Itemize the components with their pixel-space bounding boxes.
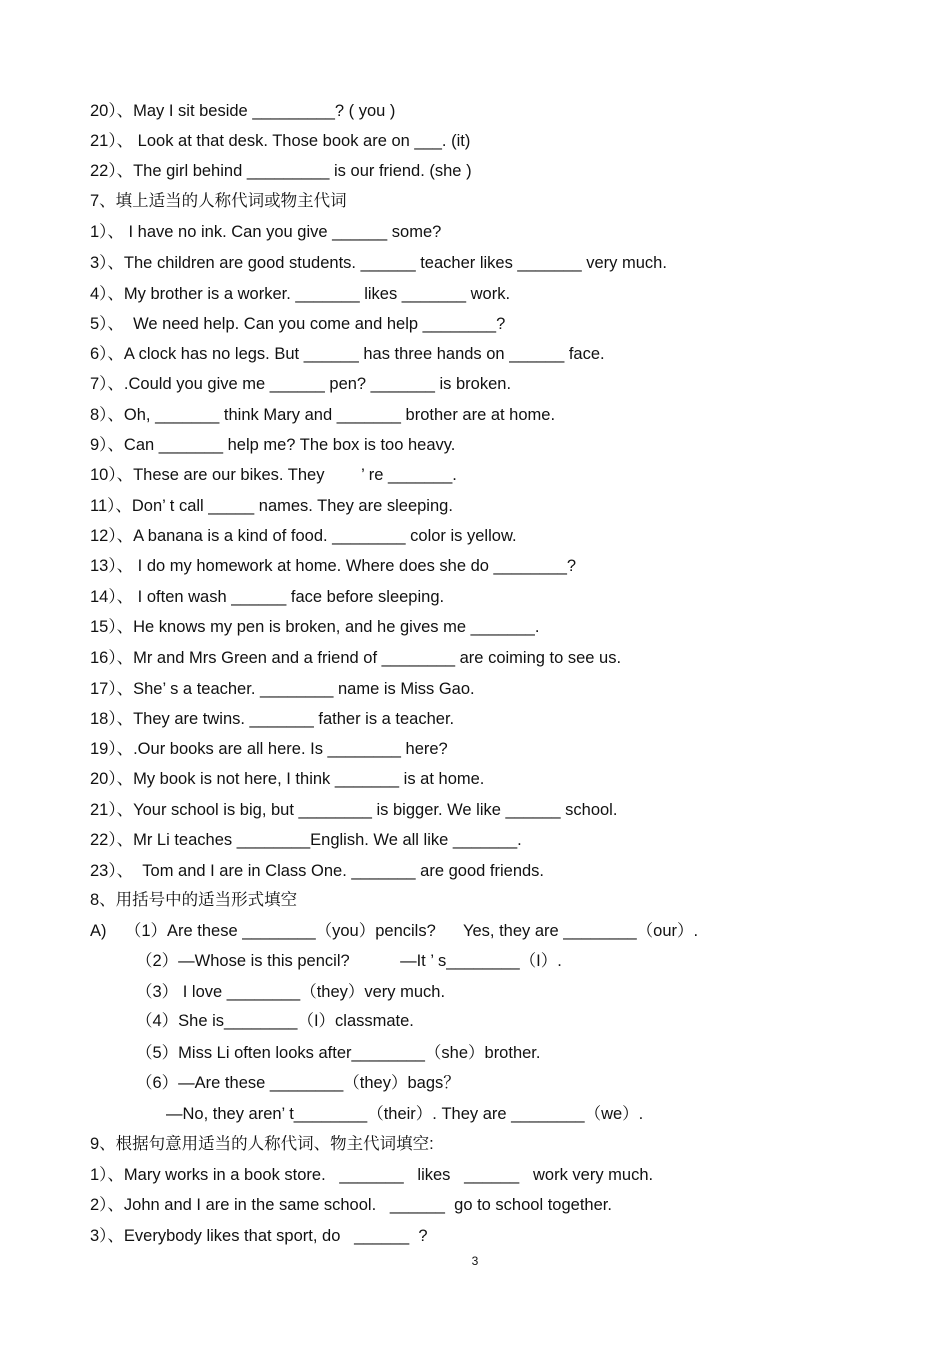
exercise-line: 22）、Mr Li teaches ________English. We all like _______. [90, 831, 522, 849]
exercise-line: 3）、Everybody likes that sport, do ______ ? [90, 1227, 428, 1245]
exercise-line: （5）Miss Li often looks after________（she）brother. [136, 1044, 541, 1062]
exercise-line: 18）、They are twins. _______ father is a teacher. [90, 710, 455, 728]
exercise-line: （2）—Whose is this pencil? —It ’ s________（I）. [136, 952, 562, 970]
exercise-line: 7）、.Could you give me ______ pen? _______ is broken. [90, 375, 512, 393]
exercise-line: 5）、 We need help. Can you come and help ________? [90, 315, 506, 333]
exercise-line: 4）、My brother is a worker. _______ likes _______ work. [90, 285, 511, 303]
section-heading: 8、用括号中的适当形式填空 [90, 891, 298, 909]
exercise-line: 14）、 I often wash ______ face before sleeping. [90, 588, 445, 606]
exercise-line: （6）—Are these ________（they）bags？ [136, 1074, 460, 1092]
exercise-line: A) （1）Are these ________（you）pencils? Yes, they are ________（our）. [90, 922, 699, 940]
exercise-line: 20）、My book is not here, I think _______ is at home. [90, 770, 485, 788]
exercise-line: 10）、These are our bikes. They ’ re _______. [90, 466, 457, 484]
section-heading: 9、根据句意用适当的人称代词、物主代词填空: [90, 1135, 434, 1153]
exercise-line: 1）、Mary works in a book store. _______ likes ______ work very much. [90, 1166, 654, 1184]
exercise-line: 15）、He knows my pen is broken, and he gives me _______. [90, 618, 540, 636]
exercise-line: —No, they aren’ t________（their）. They are ________（we）. [166, 1105, 644, 1123]
exercise-line: 12）、A banana is a kind of food. ________ color is yellow. [90, 527, 517, 545]
page-number: 3 [471, 1254, 479, 1268]
exercise-line: 20）、May I sit beside _________? ( you ) [90, 102, 396, 120]
exercise-line: 2）、John and I are in the same school. ______ go to school together. [90, 1196, 612, 1214]
exercise-line: 21）、Your school is big, but ________ is bigger. We like ______ school. [90, 801, 618, 819]
exercise-line: 22）、The girl behind _________ is our friend. (she ) [90, 162, 472, 180]
section-heading: 7、填上适当的人称代词或物主代词 [90, 192, 347, 210]
exercise-line: （3） I love ________（they）very much. [136, 983, 446, 1001]
exercise-line: 6）、A clock has no legs. But ______ has three hands on ______ face. [90, 345, 605, 363]
exercise-line: 13）、 I do my homework at home. Where does she do ________? [90, 557, 577, 575]
exercise-line: 1）、 I have no ink. Can you give ______ some? [90, 223, 442, 241]
exercise-line: 11）、Don’ t call _____ names. They are sleeping. [90, 497, 453, 515]
exercise-line: 17）、She’ s a teacher. ________ name is Miss Gao. [90, 680, 475, 698]
exercise-line: 9）、Can _______ help me? The box is too heavy. [90, 436, 456, 454]
exercise-line: 23）、 Tom and I are in Class One. _______ are good friends. [90, 862, 545, 880]
exercise-line: 16）、Mr and Mrs Green and a friend of ________ are coiming to see us. [90, 649, 622, 667]
exercise-line: 8）、Oh, _______ think Mary and _______ brother are at home. [90, 406, 556, 424]
exercise-line: 21）、 Look at that desk. Those book are on ___. (it) [90, 132, 471, 150]
exercise-line: 19）、.Our books are all here. Is ________ here? [90, 740, 448, 758]
exercise-line: 3）、The children are good students. ______ teacher likes _______ very much. [90, 254, 667, 272]
exercise-line: （4）She is________（I）classmate. [136, 1012, 414, 1030]
